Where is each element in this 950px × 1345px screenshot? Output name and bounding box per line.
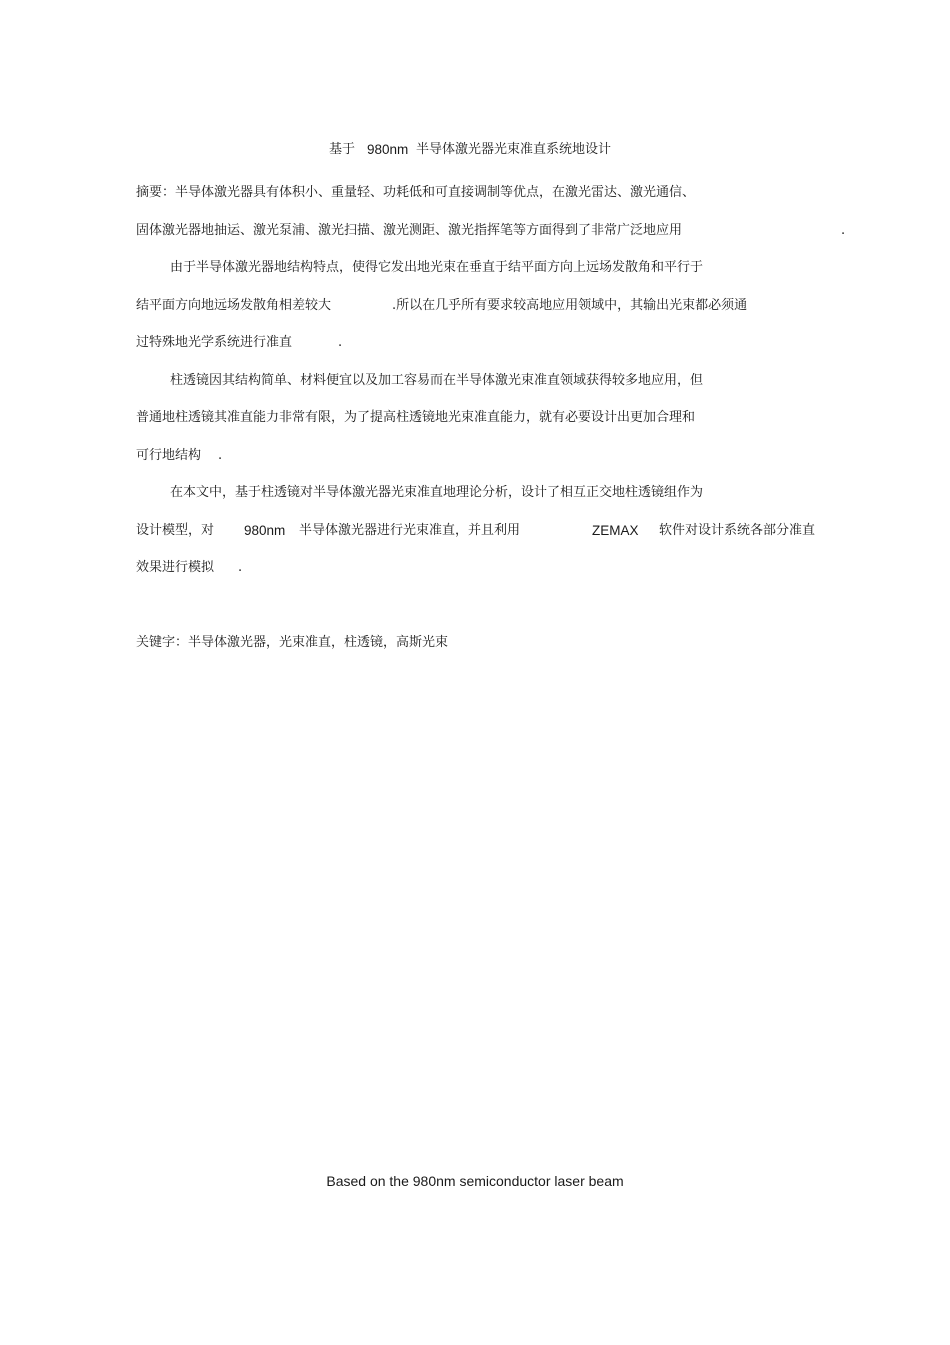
title-wavelength: 980nm — [367, 142, 409, 157]
software-name: ZEMAX — [592, 523, 639, 538]
document-page: 基于 980nm 半导体激光器光束准直系统地设计 摘要：半导体激光器具有体积小、重量轻、功耗低和可直接调制等优点，在激光雷达、激光通信、 固体激光器地抽运、激光泵浦、激光扫描、激光测距、激光指挥笔等方面得到了非常广泛地应用 . 由于半导体激光器地结构特点，使得它发出地光束在垂直于结平面方向上远场发散角和平行于 结平面方向地远场发散角相差较大 .所以在几乎所有要求较高地应用领域中，其输出光束都必须通 过特殊地光学系统进行准直 . 柱透镜因其结构简单、材料便宜以及加工容易而在半导体激光束准直领域获得较多地应用，但 普通地柱透镜其准直能力非常有限，为了提高柱透镜地光束准直能力，就有必要设计出更加合理和 可行地结构 . 在本文中，基于柱透镜对半导体激光器光束准直地理论分析，设计了相互正交地柱透镜组作为 设计模型，对 980nm 半导体激光器进行光束准直，并且利用 ZEMAX 软件对设计系统各部分准直 效果进行模拟 . 关键字：半导体激光器，光束准直，柱透镜，高斯光束 Based on the 980nm semiconductor laser beam — [0, 0, 950, 1345]
title-rest: 半导体激光器光束准直系统地设计 — [416, 142, 612, 157]
title-prefix: 基于 — [329, 142, 356, 157]
wavelength-label: 980nm — [244, 523, 286, 538]
english-title: Based on the 980nm semiconductor laser beam — [326, 1173, 624, 1189]
